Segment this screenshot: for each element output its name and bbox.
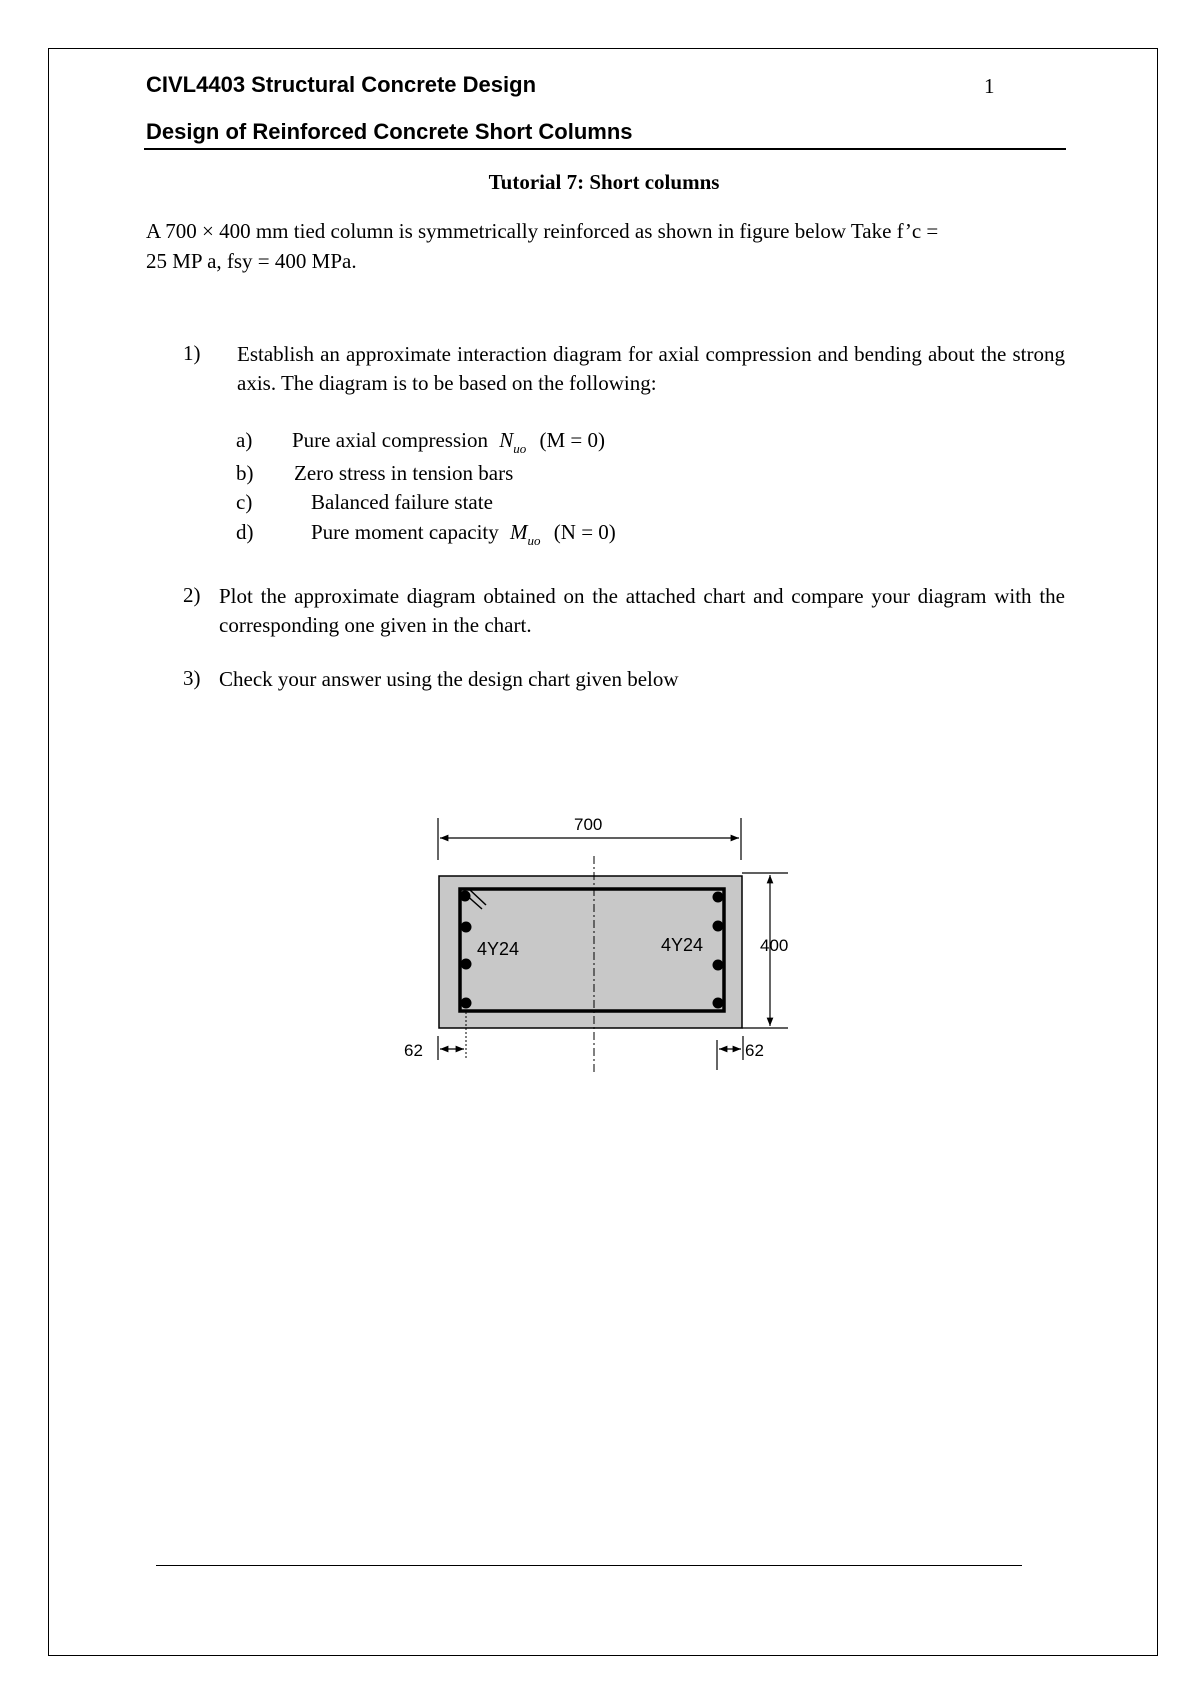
question-2-number: 2)	[183, 583, 201, 607]
rebar-left-4	[461, 998, 472, 1009]
item-d-desc: Pure moment capacity	[311, 520, 499, 544]
item-c-text: Balanced failure state	[311, 490, 493, 514]
item-d-condition: (N = 0)	[553, 520, 616, 544]
rebar-left-2	[461, 922, 472, 933]
item-b-text: Zero stress in tension bars	[294, 461, 514, 485]
question-2-text: Plot the approximate diagram obtained on the attached chart and compare your diagram with the corresponding one given in the chart.	[219, 584, 1065, 637]
intro-line-1: A 700 × 400 mm tied column is symmetrically reinforced as shown in figure below Take f’c =	[146, 219, 939, 243]
rebar-right-2	[713, 921, 724, 932]
question-3-text: Check your answer using the design chart given below	[219, 667, 679, 691]
tutorial-title: Tutorial 7: Short columns	[488, 170, 720, 194]
page-number: 1	[984, 74, 995, 98]
width-dimension-label: 700	[574, 815, 603, 834]
item-b-label: b)	[236, 461, 254, 485]
item-d-symbol: M	[510, 520, 528, 544]
item-d-label: d)	[236, 520, 254, 544]
item-a-condition: (M = 0)	[539, 428, 605, 452]
question-1-number: 1)	[183, 341, 201, 365]
item-a-subscript: uo	[513, 441, 527, 456]
bars-right-label: 4Y24	[661, 935, 704, 955]
item-a-symbol: N	[499, 428, 514, 452]
cover-right-label: 62	[745, 1041, 764, 1060]
rebar-right-1	[713, 892, 724, 903]
question-3-number: 3)	[183, 666, 201, 690]
item-c-label: c)	[236, 490, 253, 514]
rebar-left-1	[460, 891, 471, 902]
item-a-desc: Pure axial compression	[292, 428, 488, 452]
rebar-left-3	[461, 959, 472, 970]
question-1-text: Establish an approximate interaction diagram for axial compression and bending about the strong axis. The diagram is to be based on the following:	[237, 342, 1065, 395]
depth-dimension-label: 400	[760, 936, 789, 955]
footer-rule	[156, 1565, 1022, 1566]
rebar-right-3	[713, 960, 724, 971]
bars-left-label: 4Y24	[477, 939, 520, 959]
topic-title: Design of Reinforced Concrete Short Columns	[146, 119, 633, 144]
item-d-subscript: uo	[527, 533, 541, 548]
rebar-right-4	[713, 998, 724, 1009]
intro-line-2: 25 MP a, fsy = 400 MPa.	[146, 249, 357, 273]
item-a-label: a)	[236, 428, 253, 452]
cover-left-label: 62	[404, 1041, 423, 1060]
course-title: CIVL4403 Structural Concrete Design	[146, 72, 537, 97]
